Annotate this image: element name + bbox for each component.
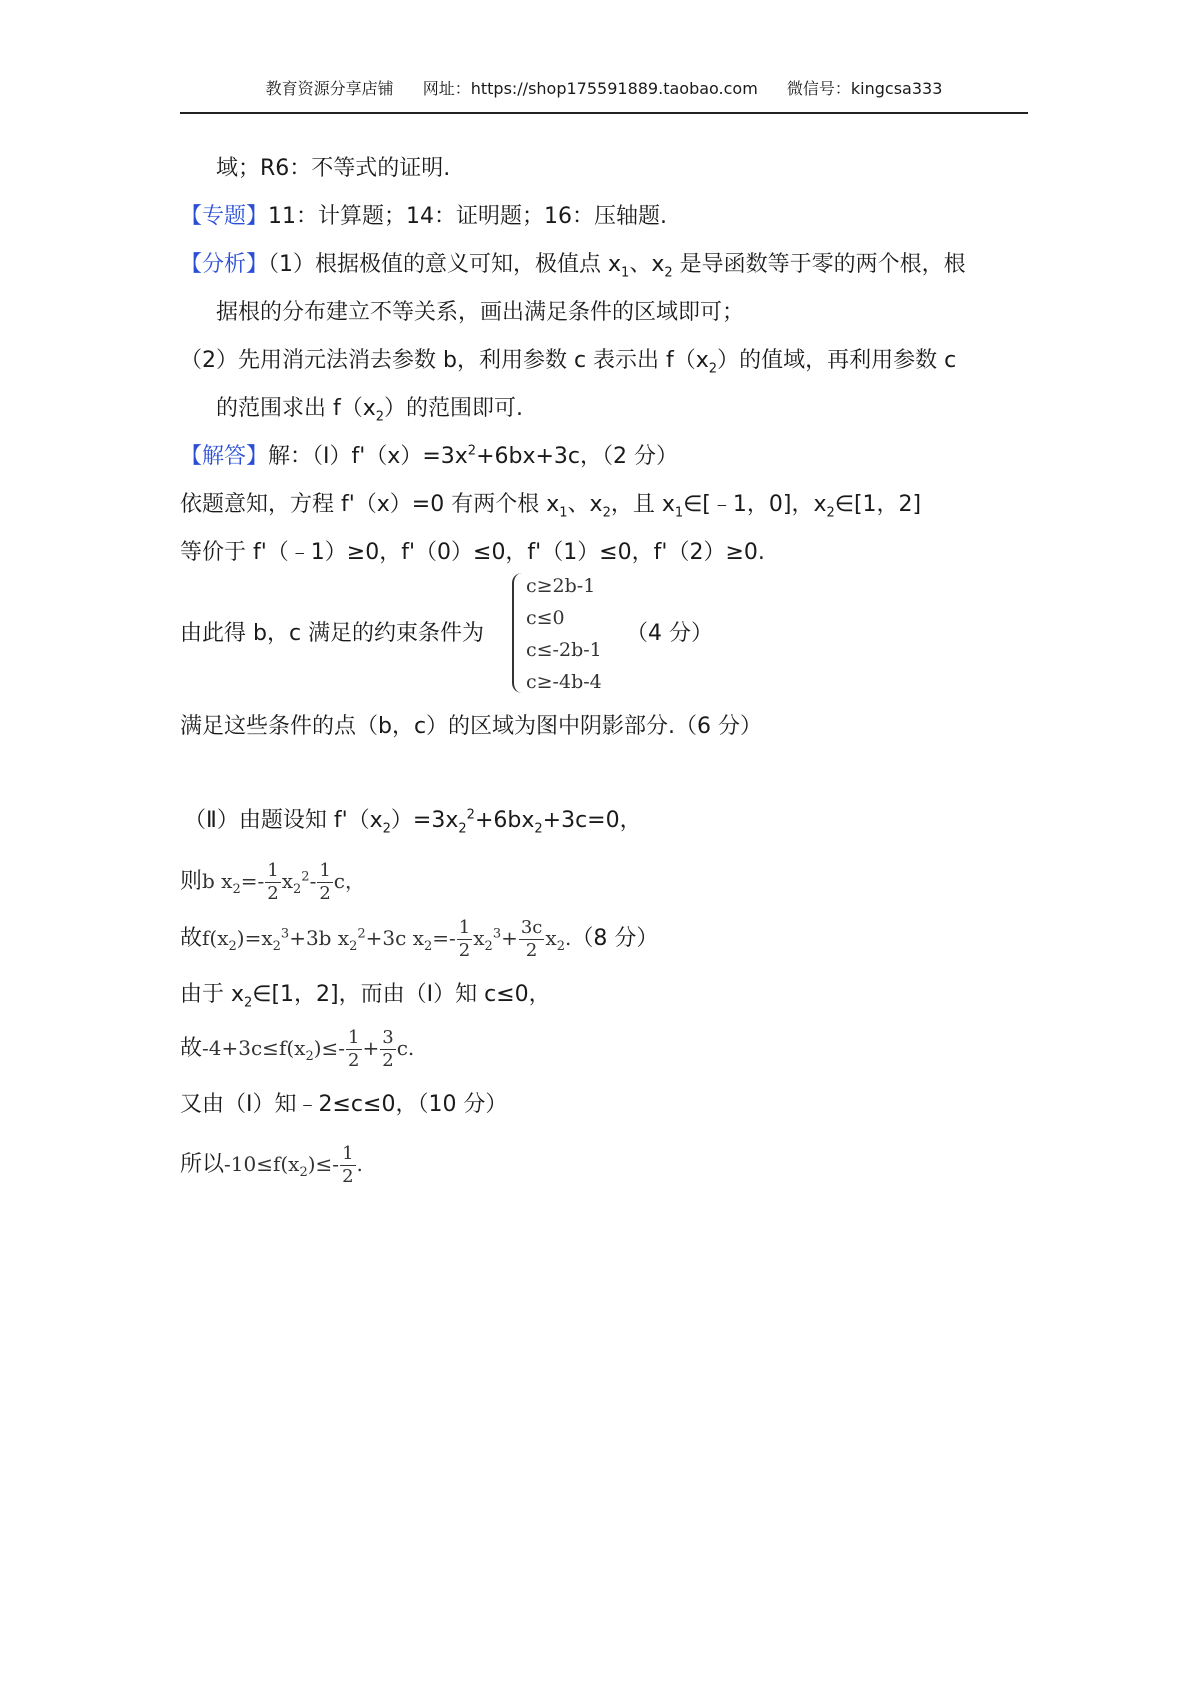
formula-line-final <box>180 1140 363 1189</box>
text-line-8 <box>180 490 921 520</box>
subscript: 2 <box>458 821 467 837</box>
text-line-4 <box>216 298 744 328</box>
topic-tag: 【专题】 <box>180 204 269 229</box>
text-line-5 <box>180 346 956 376</box>
text-line-7 <box>180 442 678 472</box>
line-5-a: （2）先用消元法消去参数 b，利用参数 c 表示出 f（x <box>180 348 709 373</box>
text-line-10 <box>180 619 484 649</box>
line-7-a: 解：（Ⅰ）f'（x）=3x <box>268 444 468 469</box>
line-10-b: （4 分） <box>626 621 713 646</box>
text-line-1 <box>216 154 450 184</box>
constraint-system <box>512 571 622 697</box>
wechat-id: 微信号：kingcsa333 <box>786 79 943 98</box>
line-8-d: ∈[﹣1，0]，x <box>683 492 827 517</box>
text-line-3 <box>180 250 966 280</box>
line-16-label: 故 <box>180 1036 203 1061</box>
math-formula: $-10\le f(x_2)\le-$ $\frac{1}{2}$ . <box>224 1143 363 1187</box>
shop-url: 网址：https://shop175591889.taobao.com <box>422 79 758 98</box>
line-8-e: ∈[1，2] <box>834 492 922 517</box>
subscript: 1 <box>674 505 684 521</box>
line-3-b: 、x <box>629 252 665 277</box>
formula-line-range <box>180 1024 414 1073</box>
constraint-row: c≥-4b-4 <box>526 671 602 693</box>
superscript: 2 <box>467 443 477 459</box>
constraint-row: c≤0 <box>526 607 565 629</box>
line-17-text: 又由（Ⅰ）知﹣2≤c≤0，（10 分） <box>180 1092 508 1117</box>
line-10-a: 由此得 b，c 满足的约束条件为 <box>180 621 485 646</box>
score-note-8: （8 分） <box>571 926 659 951</box>
analysis-tag: 【分析】 <box>180 252 269 277</box>
fraction: $\frac{3}{2}$ <box>382 1027 394 1071</box>
line-8-b: 、x <box>567 492 603 517</box>
left-brace <box>512 573 524 693</box>
line-12-b: ）=3x <box>390 808 459 833</box>
constraint-row: c≥2b-1 <box>526 575 596 597</box>
text-line-12 <box>184 806 642 836</box>
formula-line-bx2 <box>180 857 365 906</box>
fraction: $\frac{1}{2}$ <box>348 1027 360 1071</box>
line-13-label: 则 <box>180 869 203 894</box>
subscript: 2 <box>708 361 718 377</box>
text-line-6 <box>216 394 523 424</box>
line-6-a: 的范围求出 f（x <box>216 396 376 421</box>
superscript: 2 <box>466 807 475 823</box>
math-formula: $f(x_2)=x_2^3+3b$ $x_2^2+3c$ $x_2=-$ $\frac{1}{2}$ $x_2^3+$ $\frac{3c}{2}$ $x_2$. <box>202 917 572 961</box>
line-3-c: 是导函数等于零的两个根，根 <box>672 252 966 277</box>
text-line-2 <box>180 202 667 232</box>
subscript: 2 <box>375 409 385 425</box>
line-11-text: 满足这些条件的点（b，c）的区域为图中阴影部分.（6 分） <box>180 714 763 739</box>
line-9-text: 等价于 f'（﹣1）≥0，f'（0）≤0，f'（1）≤0，f'（2）≥0. <box>180 540 765 565</box>
line-15-a: 由于 x <box>180 982 245 1007</box>
line-14-label: 故 <box>180 926 203 951</box>
subscript: 2 <box>602 505 611 521</box>
fraction: $\frac{1}{2}$ <box>458 917 471 961</box>
math-formula: $-4+3c\le f(x_2)\le-$ $\frac{1}{2}$ + $\frac{3}{2}$ c. <box>202 1027 415 1071</box>
subscript: 2 <box>826 505 835 521</box>
score-note-4 <box>626 619 713 649</box>
topic-text: 11：计算题；14：证明题；16：压轴题. <box>268 204 667 229</box>
subscript: 2 <box>244 995 253 1011</box>
text-line-15 <box>180 980 551 1010</box>
subscript: 2 <box>534 821 543 837</box>
line-12-d: +3c=0， <box>542 808 642 833</box>
subscript: 2 <box>382 821 391 837</box>
subscript: 1 <box>559 505 568 521</box>
solution-tag: 【解答】 <box>180 444 269 469</box>
text-line-9 <box>180 538 765 568</box>
fraction: $\frac{3c}{2}$ <box>520 917 543 961</box>
formula-line-f <box>180 914 658 963</box>
line-8-c: ，且 x <box>610 492 675 517</box>
line-5-b: ）的值域，再利用参数 c <box>717 348 957 373</box>
line-15-b: ∈[1，2]，而由（Ⅰ）知 c≤0， <box>252 982 551 1007</box>
line-12-c: +6bx <box>474 808 535 833</box>
shop-name: 教育资源分享店铺 <box>265 79 394 98</box>
text-line-11 <box>180 712 762 742</box>
constraint-row: c≤-2b-1 <box>526 639 602 661</box>
line-1-text: 域；R6：不等式的证明. <box>216 156 451 181</box>
line-12-a: （Ⅱ）由题设知 f'（x <box>184 808 383 833</box>
line-4-text: 据根的分布建立不等关系，画出满足条件的区域即可； <box>216 300 745 325</box>
subscript: 1 <box>621 265 630 281</box>
fraction: $\frac{1}{2}$ <box>267 860 279 904</box>
page-header <box>180 78 1028 114</box>
line-18-label: 所以 <box>180 1152 225 1177</box>
line-7-b: +6bx+3c，（2 分） <box>476 444 678 469</box>
math-formula: b $x_2=-$ $\frac{1}{2}$ $x_2^2-$ $\frac{1}{2}$ c， <box>202 860 365 904</box>
line-8-a: 依题意知，方程 f'（x）=0 有两个根 x <box>180 492 560 517</box>
subscript: 2 <box>664 265 673 281</box>
line-6-b: ）的范围即可. <box>384 396 524 421</box>
text-line-17 <box>180 1090 507 1120</box>
fraction: $\frac{1}{2}$ <box>342 1143 354 1187</box>
line-3-a: （1）根据极值的意义可知，极值点 x <box>268 252 622 277</box>
fraction: $\frac{1}{2}$ <box>319 860 331 904</box>
